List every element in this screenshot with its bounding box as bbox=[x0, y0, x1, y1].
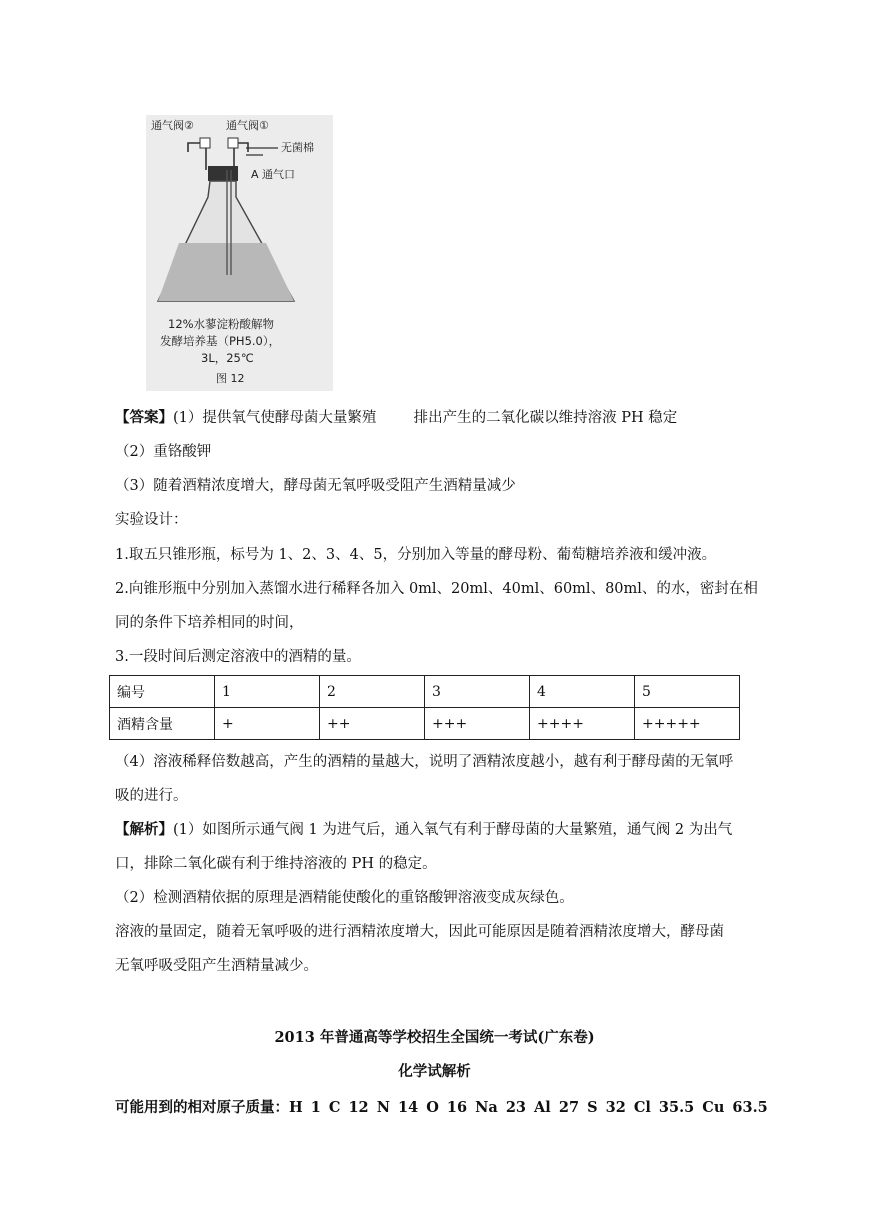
table-cell: 5 bbox=[635, 676, 740, 708]
exam-subtitle: 化学试解析 bbox=[398, 1063, 471, 1080]
atomic-masses: 可能用到的相对原子质量：H 1 C 12 N 14 O 16 Na 23 Al 27 S 32 Cl 35.5 Cu 63.5 bbox=[115, 1099, 768, 1116]
flask-figure bbox=[146, 115, 333, 391]
design-step-1: 1.取五只锥形瓶，标号为 1、2、3、4、5，分别加入等量的酵母粉、葡萄糖培养液和缓冲液。 bbox=[115, 547, 717, 563]
results-table bbox=[109, 675, 740, 740]
valve1-label: 通气阀① bbox=[226, 119, 269, 132]
table-cell: +++ bbox=[425, 708, 530, 740]
answer-line-3: （3）随着酒精浓度增大，酵母菌无氧呼吸受阻产生酒精量减少 bbox=[115, 478, 516, 494]
analysis-1a: (1）如图所示通气阀 1 为进气后，通入氧气有利于酵母菌的大量繁殖，通气阀 2 为出气 bbox=[173, 822, 733, 838]
analysis-tag: 【解析】 bbox=[115, 821, 173, 838]
table-cell: +++++ bbox=[635, 708, 740, 740]
table-cell: + bbox=[215, 708, 320, 740]
table-cell: 酒精含量 bbox=[110, 708, 215, 740]
table-row bbox=[110, 708, 740, 740]
valve2-label: 通气阀② bbox=[151, 119, 194, 132]
analysis-line-3b: 无氧呼吸受阻产生酒精量减少。 bbox=[115, 958, 318, 974]
table-cell: 4 bbox=[530, 676, 635, 708]
table-cell: ++++ bbox=[530, 708, 635, 740]
table-cell: 2 bbox=[320, 676, 425, 708]
answer-tag: 【答案】 bbox=[115, 409, 173, 426]
answer-line-1 bbox=[115, 408, 677, 428]
analysis-line-1b: 口，排除二氧化碳有利于维持溶液的 PH 的稳定。 bbox=[115, 856, 437, 872]
medium-label-3: 3L，25℃ bbox=[201, 351, 254, 365]
answer-line-4b: 吸的进行。 bbox=[115, 788, 188, 804]
design-step-3: 3.一段时间后测定溶液中的酒精的量。 bbox=[115, 649, 361, 665]
answer-1a: (1）提供氧气使酵母菌大量繁殖 bbox=[173, 410, 377, 426]
analysis-line-3a: 溶液的量固定，随着无氧呼吸的进行酒精浓度增大，因此可能原因是随着酒精浓度增大，酵母菌 bbox=[115, 924, 724, 940]
table-cell: ++ bbox=[320, 708, 425, 740]
answer-1b: 排出产生的二氧化碳以维持溶液 PH 稳定 bbox=[413, 410, 678, 426]
table-row bbox=[110, 676, 740, 708]
design-step-2a: 2.向锥形瓶中分别加入蒸馏水进行稀释各加入 0ml、20ml、40ml、60ml、80ml、的水，密封在相 bbox=[115, 581, 758, 597]
analysis-line-2: （2）检测酒精依据的原理是酒精能使酸化的重铬酸钾溶液变成灰绿色。 bbox=[115, 890, 574, 906]
design-step-2b: 同的条件下培养相同的时间， bbox=[115, 615, 304, 631]
answer-line-2: （2）重铬酸钾 bbox=[115, 444, 212, 460]
table-cell: 1 bbox=[215, 676, 320, 708]
answer-line-4a: （4）溶液稀释倍数越高，产生的酒精的量越大，说明了酒精浓度越小，越有利于酵母菌的无氧呼 bbox=[115, 754, 734, 770]
analysis-line-1 bbox=[115, 820, 732, 840]
medium-label-2: 发酵培养基（PH5.0）， bbox=[160, 334, 281, 348]
table-cell: 3 bbox=[425, 676, 530, 708]
fermentation-flask-diagram bbox=[146, 115, 333, 391]
medium-label-1: 12%水蓼淀粉酸解物 bbox=[168, 317, 275, 331]
table-cell: 编号 bbox=[110, 676, 215, 708]
figure-caption: 图 12 bbox=[216, 372, 245, 385]
design-heading: 实验设计： bbox=[115, 512, 188, 528]
port-label: A 通气口 bbox=[251, 168, 296, 181]
exam-title: 2013 年普通高等学校招生全国统一考试(广东卷) bbox=[274, 1029, 595, 1046]
cotton-label: 无菌棉 bbox=[281, 141, 314, 154]
